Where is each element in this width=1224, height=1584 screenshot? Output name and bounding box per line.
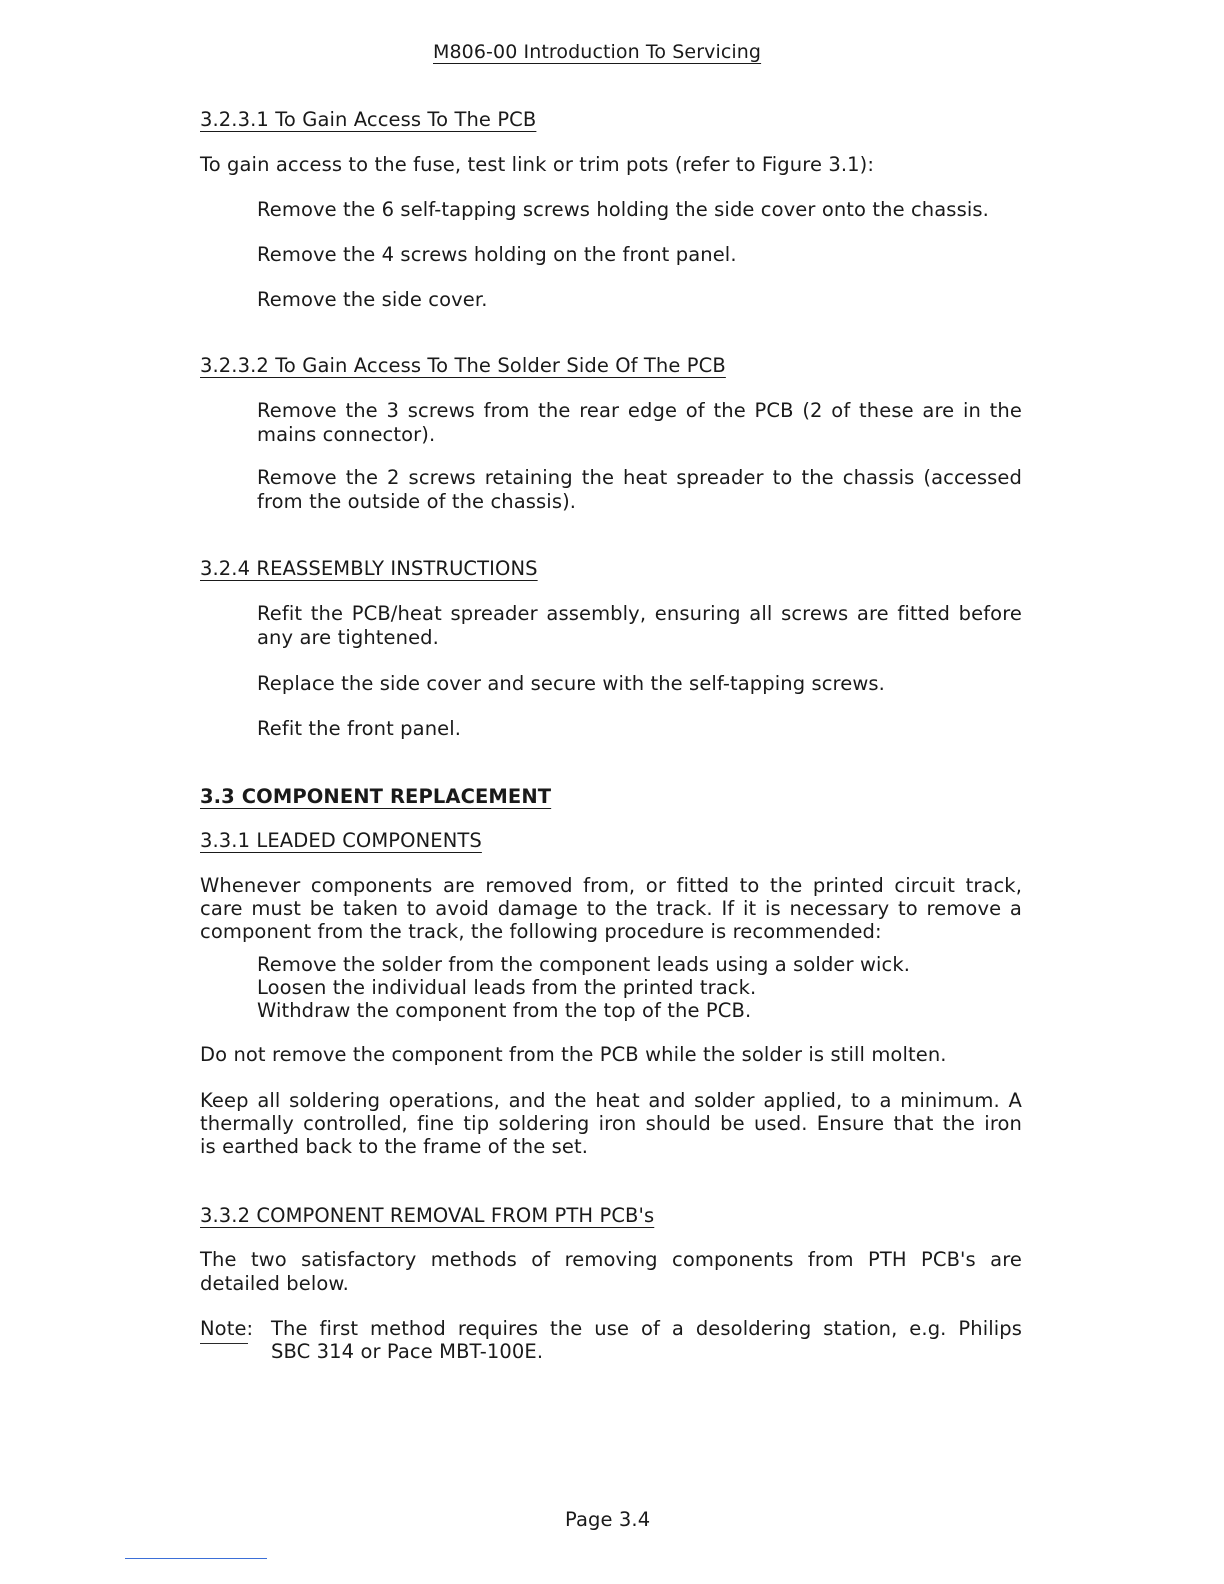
paragraph-line: The two satisfactory methods of removing components from PTH PCB's are — [200, 1248, 1022, 1271]
paragraph-line: Refit the PCB/heat spreader assembly, ensuring all screws are fitted before — [257, 602, 1022, 625]
note-underline — [200, 1343, 248, 1344]
scan-edge-line — [125, 1558, 267, 1559]
procedure-step: Loosen the individual leads from the printed track. — [257, 976, 757, 999]
procedure-step: Withdraw the component from the top of the PCB. — [257, 999, 752, 1022]
paragraph: Replace the side cover and secure with the self-tapping screws. — [257, 672, 885, 695]
paragraph-line: mains connector). — [257, 423, 436, 446]
paragraph-line: from the outside of the chassis). — [257, 490, 577, 513]
paragraph-line: Remove the 3 screws from the rear edge of the PCB (2 of these are in the — [257, 399, 1022, 422]
page-number: Page 3.4 — [565, 1508, 651, 1531]
paragraph-line: any are tightened. — [257, 626, 439, 649]
procedure-step: Remove the solder from the component leads using a solder wick. — [257, 953, 911, 976]
paragraph: Refit the front panel. — [257, 717, 462, 740]
paragraph-line: Whenever components are removed from, or fitted to the printed circuit track, — [200, 874, 1022, 897]
paragraph-line: is earthed back to the frame of the set. — [200, 1135, 589, 1158]
paragraph-line: Remove the 2 screws retaining the heat spreader to the chassis (accessed — [257, 466, 1022, 489]
procedure-step: Remove the 4 screws holding on the front panel. — [257, 243, 737, 266]
page-header: M806-00 Introduction To Servicing — [433, 41, 762, 63]
note-line: The first method requires the use of a desoldering station, e.g. Philips — [271, 1317, 1022, 1340]
section-heading-3-2-4: 3.2.4 REASSEMBLY INSTRUCTIONS — [200, 557, 538, 580]
procedure-step: Remove the 6 self-tapping screws holding the side cover onto the chassis. — [257, 198, 989, 221]
section-heading-3-3: 3.3 COMPONENT REPLACEMENT — [200, 785, 552, 808]
procedure-step: Remove the side cover. — [257, 288, 488, 311]
paragraph-line: detailed below. — [200, 1272, 349, 1295]
section-heading-3-2-3-2: 3.2.3.2 To Gain Access To The Solder Side Of The PCB — [200, 354, 726, 377]
paragraph-line: component from the track, the following procedure is recommended: — [200, 920, 882, 943]
paragraph-line: thermally controlled, fine tip soldering iron should be used. Ensure that the iron — [200, 1112, 1022, 1135]
section-heading-3-2-3-1: 3.2.3.1 To Gain Access To The PCB — [200, 108, 537, 131]
note-label: Note: — [200, 1317, 254, 1340]
paragraph-line: Keep all soldering operations, and the heat and solder applied, to a minimum. A — [200, 1089, 1022, 1112]
section-heading-3-3-2: 3.3.2 COMPONENT REMOVAL FROM PTH PCB's — [200, 1204, 655, 1227]
paragraph: To gain access to the fuse, test link or trim pots (refer to Figure 3.1): — [200, 153, 875, 176]
paragraph-line: care must be taken to avoid damage to the track. If it is necessary to remove a — [200, 897, 1022, 920]
section-heading-3-3-1: 3.3.1 LEADED COMPONENTS — [200, 829, 482, 852]
note-line: SBC 314 or Pace MBT-100E. — [271, 1340, 544, 1363]
paragraph: Do not remove the component from the PCB while the solder is still molten. — [200, 1043, 947, 1066]
